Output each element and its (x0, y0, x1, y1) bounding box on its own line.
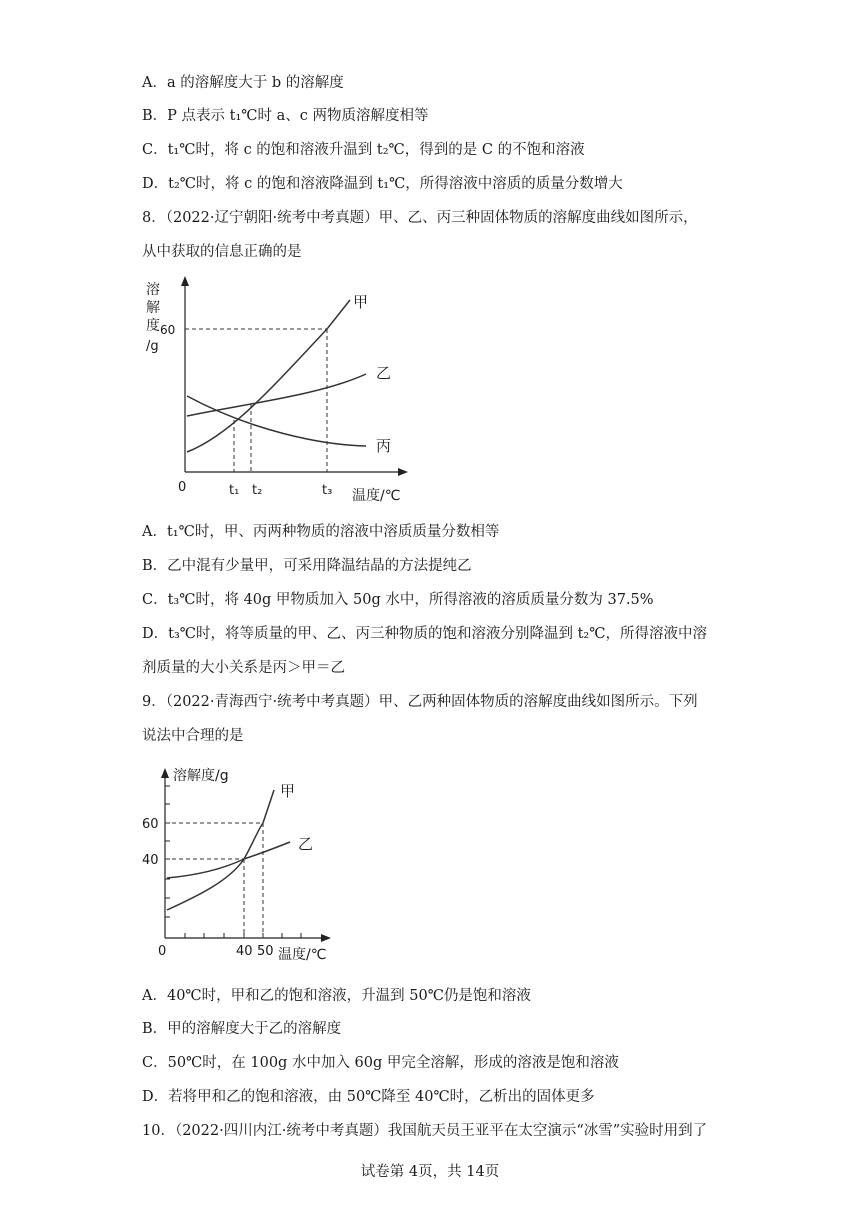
q9-option-c: C．50℃时，在 100g 水中加入 60g 甲完全溶解，形成的溶液是饱和溶液 (142, 1055, 619, 1071)
q7-option-d: D．t₂℃时，将 c 的饱和溶液降温到 t₁℃，所得溶液中溶质的质量分数增大 (142, 176, 623, 192)
q9-origin: 0 (158, 944, 167, 959)
q8-label-yi: 乙 (376, 364, 392, 382)
q8-option-a: A．t₁℃时，甲、丙两种物质的溶液中溶质质量分数相等 (142, 524, 500, 540)
q8-stem-line1: 8．（2022·辽宁朝阳·统考中考真题）甲、乙、丙三种固体物质的溶解度曲线如图所示， (142, 210, 698, 226)
q9-label-yi: 乙 (298, 835, 314, 853)
q8-option-d-line2: 剂质量的大小关系是丙＞甲＝乙 (142, 660, 345, 676)
q9-xlabel: 温度/℃ (278, 947, 327, 963)
q8-xtick-t2: t₂ (252, 483, 263, 498)
q9-option-a: A．40℃时，甲和乙的饱和溶液，升温到 50℃仍是饱和溶液 (142, 988, 531, 1004)
q8-label-bing: 丙 (376, 437, 392, 455)
q8-ylabel-char1: 溶 (146, 282, 160, 298)
q8-ytick-60: 60 (160, 323, 176, 337)
q8-origin: 0 (178, 480, 187, 495)
q8-option-c: C．t₃℃时，将 40g 甲物质加入 50g 水中，所得溶液的溶质质量分数为 37.5% (142, 592, 654, 608)
q9-ytick-60: 60 (142, 817, 159, 832)
q8-option-d-line1: D．t₃℃时，将等质量的甲、乙、丙三种物质的饱和溶液分别降温到 t₂℃，所得溶液中溶 (142, 626, 707, 642)
q9-solubility-figure (140, 760, 360, 970)
q8-label-jia: 甲 (353, 293, 369, 311)
q7-option-b: B．P 点表示 t₁℃时 a、c 两物质溶解度相等 (142, 108, 429, 124)
q8-ylabel-char2: 解 (146, 300, 160, 316)
q8-ylabel-unit: /g (146, 339, 159, 354)
page-footer: 试卷第 4页，共 14页 (360, 1164, 500, 1180)
q9-curve-jia (167, 790, 274, 910)
q7-option-c: C．t₁℃时，将 c 的饱和溶液升温到 t₂℃，得到的是 C 的不饱和溶液 (142, 142, 585, 158)
q9-y-arrow (161, 768, 169, 778)
q9-stem-line2: 说法中合理的是 (142, 728, 244, 744)
q8-xlabel: 温度/℃ (352, 488, 401, 504)
q9-option-d: D．若将甲和乙的饱和溶液，由 50℃降至 40℃时，乙析出的固体更多 (142, 1089, 595, 1105)
q9-xtick-40: 40 (236, 944, 253, 959)
q9-ytick-40: 40 (142, 853, 159, 868)
q7-option-a: A．a 的溶解度大于 b 的溶解度 (142, 75, 344, 91)
q8-y-arrow (181, 276, 189, 286)
q10-stem-line1: 10．（2022·四川内江·统考中考真题）我国航天员王亚平在太空演示“冰雪”实验时用到了 (142, 1123, 708, 1139)
q8-x-arrow (398, 468, 408, 476)
q8-xtick-t1: t₁ (229, 483, 240, 498)
q9-label-jia: 甲 (280, 782, 296, 800)
q9-option-b: B．甲的溶解度大于乙的溶解度 (142, 1021, 342, 1037)
q8-xtick-t3: t₃ (322, 483, 333, 498)
q9-stem-line1: 9．（2022·青海西宁·统考中考真题）甲、乙两种固体物质的溶解度曲线如图所示。下列 (142, 694, 698, 710)
q8-stem-line2: 从中获取的信息正确的是 (142, 244, 302, 260)
q9-x-arrow (321, 934, 331, 942)
q8-solubility-figure (140, 270, 430, 510)
q9-ylabel: 溶解度/g (173, 768, 229, 784)
q8-ylabel-char3: 度 (146, 318, 160, 334)
q8-option-b: B．乙中混有少量甲，可采用降温结晶的方法提纯乙 (142, 558, 472, 574)
q9-xtick-50: 50 (257, 944, 274, 959)
q9-curve-yi (167, 842, 290, 878)
